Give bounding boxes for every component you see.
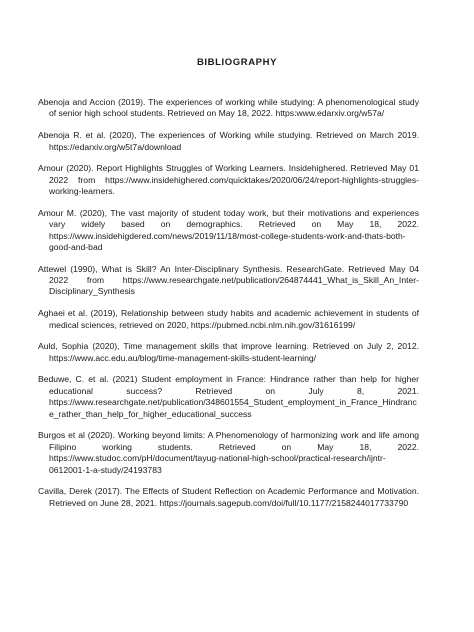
bibliography-entry: Cavilla, Derek (2017). The Effects of Student Reflection on Academic Performance and Motivation. Retrieved on June 28, 2021. https://journals.sagepub.com/doi/full/10.1177/2158244017733790 xyxy=(38,486,419,508)
bibliography-entry: Amour (2020). Report Highlights Struggles of Working Learners. Insidehighered. Retrieved May 01 2022 from https://www.insidehighered.com/quicktakes/2020/06/24/report-highlights-struggles-working-learners. xyxy=(38,163,419,197)
bibliography-entry: Aghaei et al. (2019), Relationship between study habits and academic achievement in students of medical sciences, retrieved on 2020, https://pubmed.ncbi.nlm.nih.gov/31616199/ xyxy=(38,308,419,330)
bibliography-entry: Amour M. (2020), The vast majority of student today work, but their motivations and experiences vary widely based on demographics. Retrieved on May 18, 2022. https://www.insidehigdered.com/news/2019/11/18/most-college-students-work-and-thats-both-good-and-bad xyxy=(38,207,419,252)
bibliography-entry: Auld, Sophia (2020), Time management skills that improve learning. Retrieved on July 2, 2012. https://www.acc.edu.au/blog/time-management-skills-student-learning/ xyxy=(38,341,419,363)
page-title: BIBLIOGRAPHY xyxy=(196,57,278,68)
bibliography-entry: Abenoja and Accion (2019). The experiences of working while studying: A phenomenological study of senior high school students. Retrieved on May 18, 2022. https:www.edarxiv.org/w57a/ xyxy=(38,97,419,119)
bibliography-list xyxy=(38,97,419,519)
bibliography-entry: Beduwe, C. et al. (2021) Student employment in France: Hindrance rather than help for higher educational success? Retrieved on July 8, 2021. https://www.researchgate.net/publication/348601554_Student_employment_in_France_Hindrance_rather_than_help_for_higher_educational_success xyxy=(38,374,419,419)
bibliography-entry: Burgos et al (2020). Working beyond limits: A Phenomenology of harmonizing work and life among Filipino working students. Retrieved on May 18, 2022. https://www.studoc.com/pH/document/tayug-national-high-school/practical-research/ijntr-0612001-1-a-study/24193783 xyxy=(38,430,419,475)
bibliography-entry: Abenoja R. et al. (2020), The experiences of Working while studying. Retrieved on March 2019. https://edarxiv.org/w5t7a/download xyxy=(38,130,419,152)
bibliography-entry: Attewel (1990), What is Skill? An Inter-Disciplinary Synthesis. ResearchGate. Retrieved May 04 2022 from https://www.researchgate.net/publication/264874441_What_is_Skill_An_Inter-Disciplinary_Synthesis xyxy=(38,263,419,297)
